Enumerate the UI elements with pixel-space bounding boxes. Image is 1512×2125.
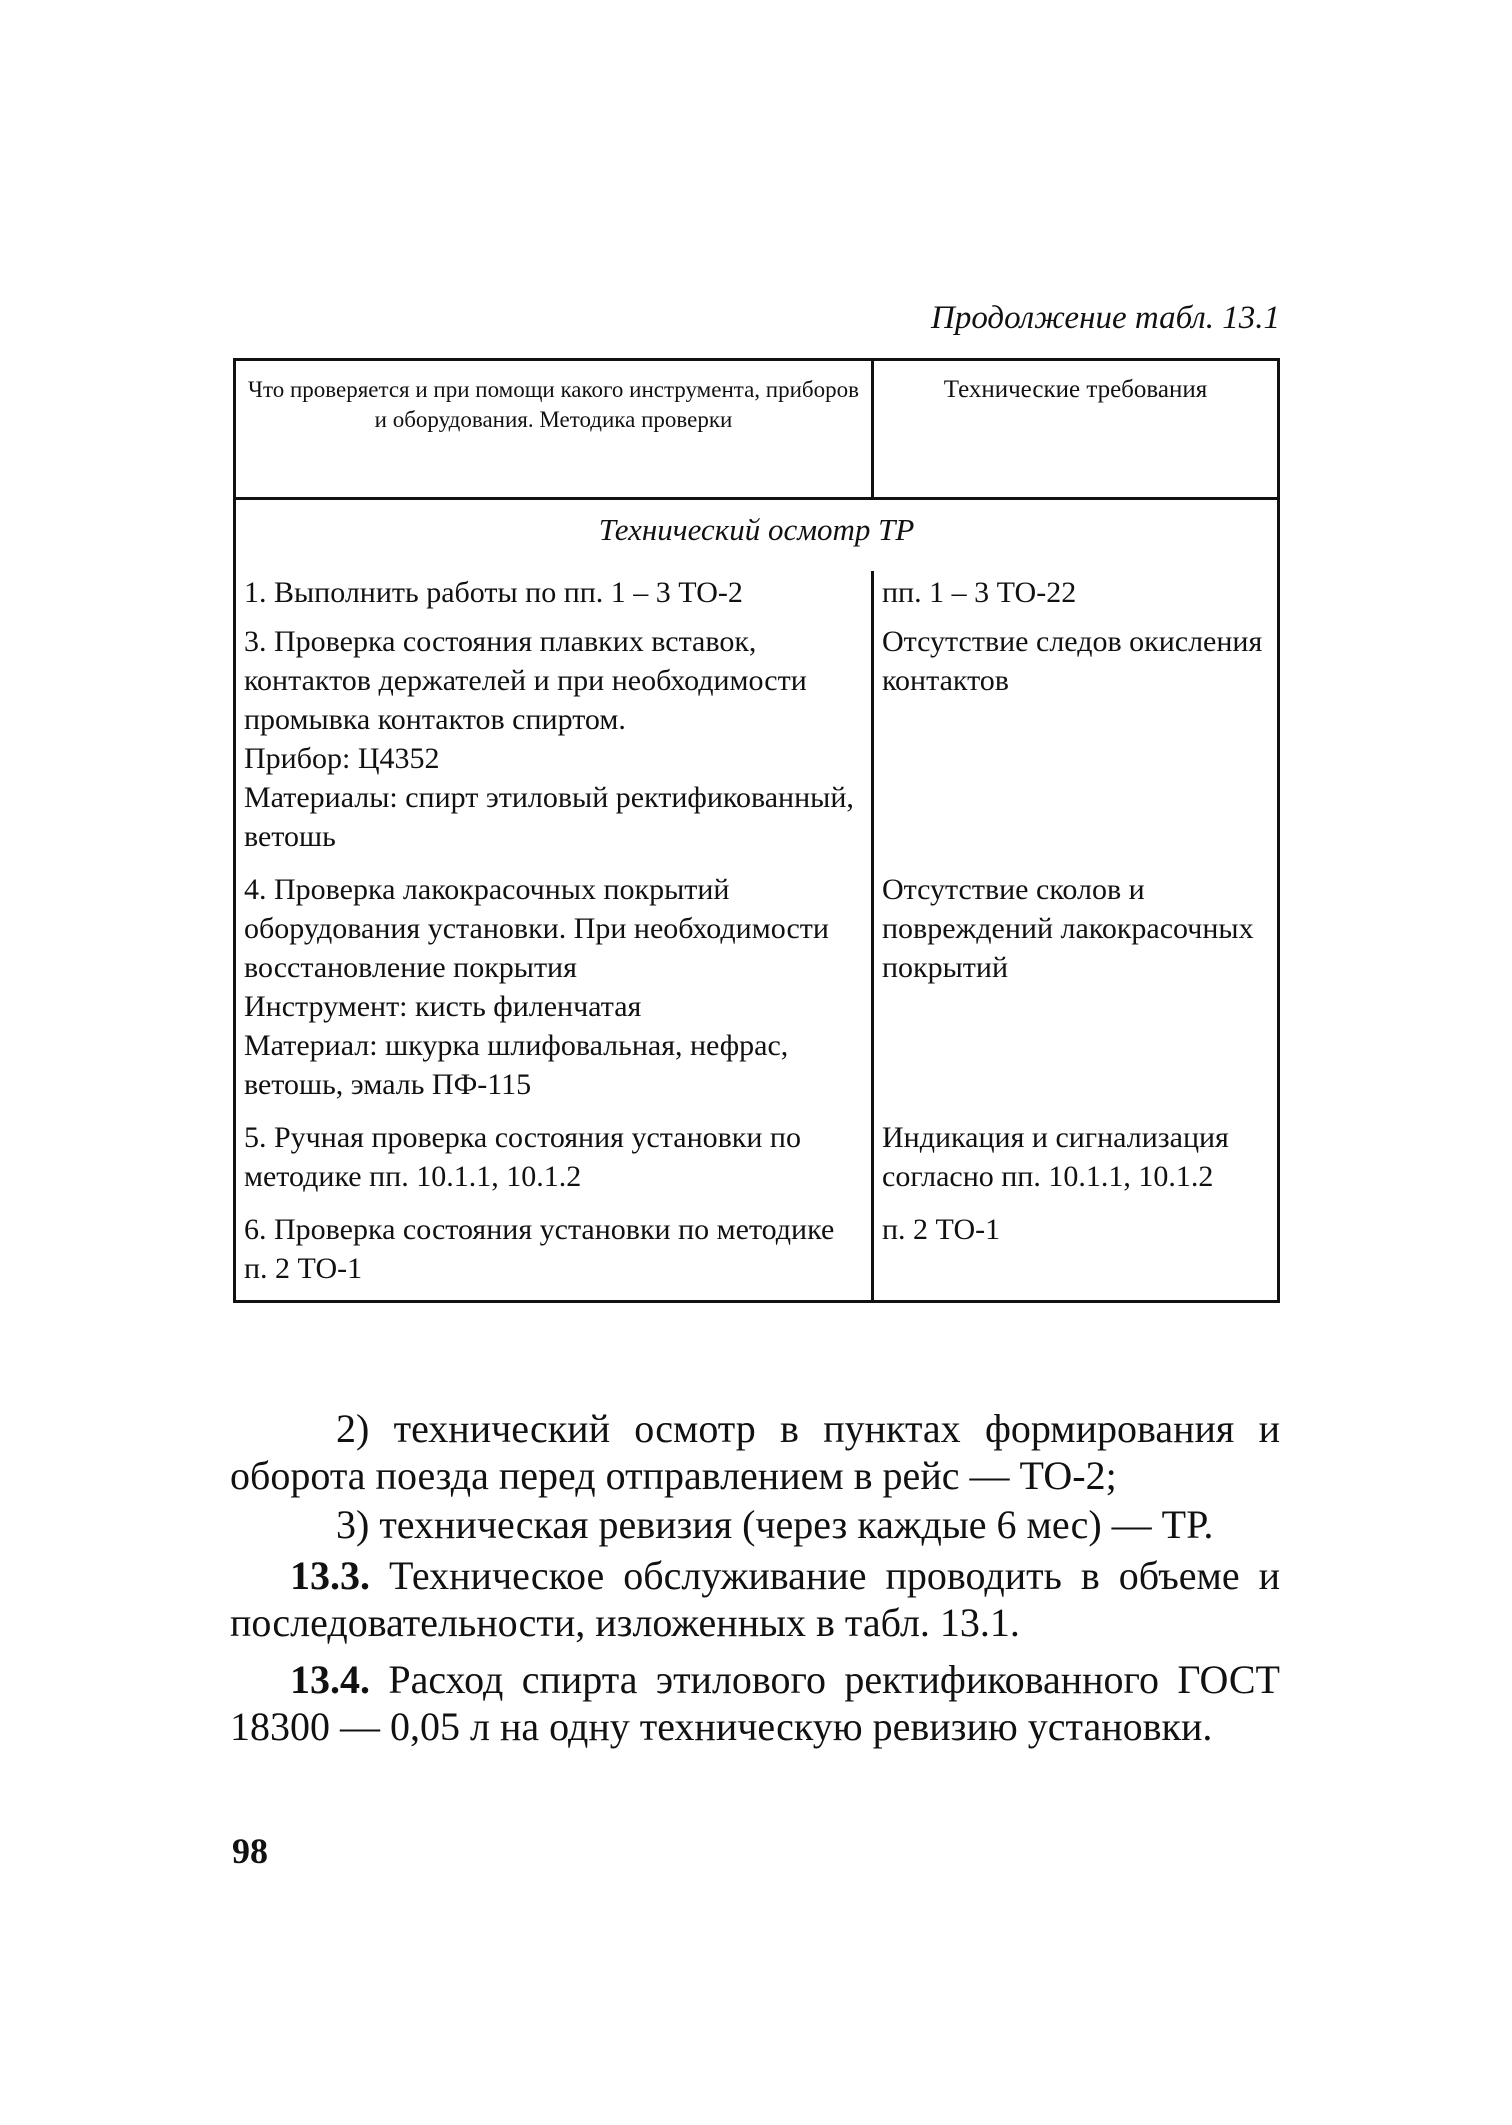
requirement-cell — [873, 571, 1279, 620]
table-header-row — [235, 360, 1279, 499]
requirement-cell — [873, 868, 1279, 1116]
body-paragraph — [230, 1501, 1280, 1548]
requirement-text: Отсутствие следов окисления контактов — [882, 625, 1263, 697]
body-paragraph — [230, 1656, 1280, 1750]
table-row — [235, 868, 1279, 1116]
body-paragraph — [230, 1405, 1280, 1499]
requirement-text: Индикация и сигнализация согласно пп. 10.1.1, 10.1.2 — [882, 1121, 1229, 1193]
table-row — [235, 571, 1279, 620]
paragraph-text: 2) технический осмотр в пунктах формирования и оборота поезда перед отправлением в рейс — ТО-2; — [230, 1406, 1280, 1498]
paragraph-number: 13.4. — [290, 1657, 370, 1702]
check-cell — [235, 1116, 873, 1208]
check-cell — [235, 571, 873, 620]
table-row — [235, 1208, 1279, 1302]
requirement-text: Отсутствие сколов и повреждений лакокрасочных покрытий — [882, 873, 1254, 984]
check-cell — [235, 868, 873, 1116]
instrument-text: Инструмент: кисть филенчатая — [244, 990, 642, 1023]
paragraph-text: Расход спирта этилового ректификованного ГОСТ 18300 — 0,05 л на одну техническую ревизию установки. — [230, 1657, 1280, 1749]
table-row — [235, 1116, 1279, 1208]
body-paragraph — [230, 1552, 1280, 1646]
requirement-text: п. 2 ТО-1 — [882, 1213, 1001, 1246]
maintenance-table — [233, 358, 1280, 1303]
header-technical-requirements: Технические требования — [873, 360, 1279, 499]
requirement-cell — [873, 1116, 1279, 1208]
table-row — [235, 620, 1279, 868]
header-check-method: Что проверяется и при помощи какого инструмента, приборов и оборудования. Методика проверки — [235, 360, 873, 499]
check-text: 3. Проверка состояния плавких вставок, контактов держателей и при необходимости промывка контактов спиртом. — [244, 625, 807, 736]
materials-text: Материалы: спирт этиловый ректификованный, ветошь — [244, 781, 854, 853]
check-text: 6. Проверка состояния установки по методике п. 2 ТО-1 — [244, 1213, 835, 1285]
section-title: Технический осмотр ТР — [598, 512, 915, 547]
requirement-text: пп. 1 – 3 ТО-22 — [882, 576, 1077, 609]
check-text: 1. Выполнить работы по пп. 1 – 3 ТО-2 — [244, 576, 743, 609]
requirement-cell — [873, 620, 1279, 868]
instrument-text: Прибор: Ц4352 — [244, 742, 440, 775]
paragraph-text: 3) техническая ревизия (через каждые 6 мес) — ТР. — [336, 1502, 1214, 1547]
paragraph-number: 13.3. — [290, 1553, 370, 1598]
requirement-cell — [873, 1208, 1279, 1302]
table-section-row — [235, 499, 1279, 572]
page-number: 98 — [232, 1831, 268, 1871]
materials-text: Материал: шкурка шлифовальная, нефрас, ветошь, эмаль ПФ-115 — [244, 1029, 789, 1101]
check-text: 4. Проверка лакокрасочных покрытий оборудования установки. При необходимости восстановление покрытия — [244, 873, 829, 984]
table-continuation-label: Продолжение табл. 13.1 — [931, 300, 1280, 336]
check-cell — [235, 620, 873, 868]
paragraph-text: Техническое обслуживание проводить в объеме и последовательности, изложенных в табл. 13.1. — [230, 1553, 1280, 1645]
check-cell — [235, 1208, 873, 1302]
check-text: 5. Ручная проверка состояния установки по методике пп. 10.1.1, 10.1.2 — [244, 1121, 801, 1193]
